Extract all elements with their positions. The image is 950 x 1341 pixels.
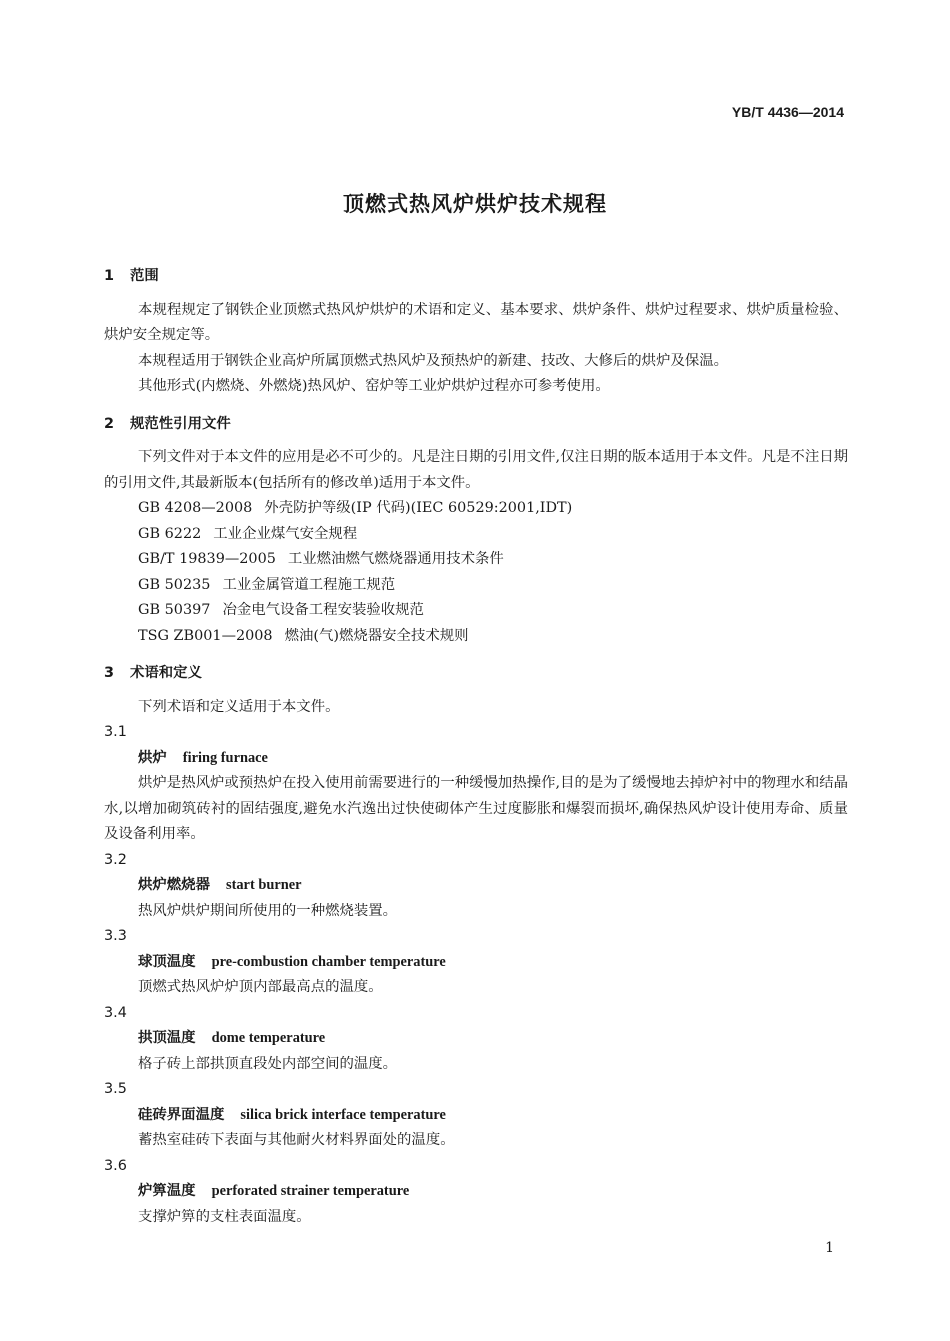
term-en: firing furnace <box>182 749 268 766</box>
reference-item <box>104 496 848 522</box>
clause-number: 3.4 <box>104 1004 127 1021</box>
term-entry <box>104 950 848 976</box>
reference-code: GB 50235 <box>138 576 211 593</box>
term-zh: 烘炉 <box>138 749 167 766</box>
paragraph: 其他形式(内燃烧、外燃烧)热风炉、窑炉等工业炉烘炉过程亦可参考使用。 <box>138 378 610 394</box>
term-en: silica brick interface temperature <box>240 1106 446 1123</box>
clause-number: 3.1 <box>104 724 127 740</box>
clause-number: 3.3 <box>104 928 127 944</box>
reference-code: TSG ZB001—2008 <box>138 627 273 644</box>
term-definition: 格子砖上部拱顶直段处内部空间的温度。 <box>138 1055 398 1072</box>
reference-code: GB 4208—2008 <box>138 500 253 516</box>
reference-title: 工业金属管道工程施工规范 <box>222 576 396 593</box>
term-entry <box>104 1026 848 1052</box>
reference-code: GB/T 19839—2005 <box>138 551 276 567</box>
section-heading-scope <box>104 264 848 290</box>
term-definition: 烘炉是热风炉或预热炉在投入使用前需要进行的一种缓慢加热操作,目的是为了缓慢地去掉炉衬中的物理水和结晶水,以增加砌筑砖衬的固结强度,避免水汽逸出过快使砌体产生过度膨胀和爆裂而损坏,确保热风炉设计使用寿命、质量及设备利用率。 <box>104 775 848 842</box>
section-heading-terms <box>104 661 848 687</box>
section-number: 2 <box>104 415 115 432</box>
reference-item <box>104 573 848 599</box>
section-title: 范围 <box>130 268 159 284</box>
page-number: 1 <box>825 1240 834 1256</box>
reference-item <box>104 624 848 650</box>
term-zh: 烘炉燃烧器 <box>138 877 210 893</box>
paragraph: 本规程规定了钢铁企业顶燃式热风炉烘炉的术语和定义、基本要求、烘炉条件、烘炉过程要求、烘炉质量检验、烘炉安全规定等。 <box>104 301 848 343</box>
term-zh: 拱顶温度 <box>138 1030 196 1046</box>
term-definition: 顶燃式热风炉炉顶内部最高点的温度。 <box>138 979 383 995</box>
reference-item <box>104 598 848 624</box>
reference-title: 工业企业煤气安全规程 <box>213 525 358 542</box>
clause-number: 3.6 <box>104 1157 127 1174</box>
paragraph: 下列文件对于本文件的应用是必不可少的。凡是注日期的引用文件,仅注日期的版本适用于本文件。凡是不注日期的引用文件,其最新版本(包括所有的修改单)适用于本文件。 <box>104 449 848 491</box>
section-number: 3 <box>104 665 115 681</box>
section-title: 术语和定义 <box>130 665 202 681</box>
document-body <box>104 262 848 1230</box>
paragraph: 下列术语和定义适用于本文件。 <box>138 698 340 715</box>
reference-title: 外壳防护等级(IP 代码)(IEC 60529:2001,IDT) <box>264 500 573 516</box>
term-en: pre-combustion chamber temperature <box>211 953 446 970</box>
term-en: start burner <box>225 877 302 893</box>
clause-number: 3.2 <box>104 851 127 868</box>
term-entry <box>104 873 848 899</box>
reference-title: 工业燃油燃气燃烧器通用技术条件 <box>287 551 504 567</box>
reference-code: GB 6222 <box>138 525 202 542</box>
term-entry <box>104 1179 848 1205</box>
reference-item <box>104 522 848 548</box>
document-title: 顶燃式热风炉烘炉技术规程 <box>343 192 607 216</box>
term-zh: 炉箅温度 <box>138 1183 196 1199</box>
standard-code: YB/T 4436—2014 <box>731 104 844 120</box>
term-definition: 支撑炉箅的支柱表面温度。 <box>138 1208 311 1225</box>
term-zh: 硅砖界面温度 <box>138 1106 225 1123</box>
term-en: dome temperature <box>211 1030 326 1046</box>
reference-title: 冶金电气设备工程安装验收规范 <box>222 602 424 618</box>
reference-item <box>104 547 848 573</box>
reference-title: 燃油(气)燃烧器安全技术规则 <box>284 627 469 644</box>
reference-code: GB 50397 <box>138 602 211 618</box>
section-heading-normative-references <box>104 412 848 438</box>
section-title: 规范性引用文件 <box>130 415 231 432</box>
term-definition: 蓄热室硅砖下表面与其他耐火材料界面处的温度。 <box>138 1132 455 1148</box>
term-zh: 球顶温度 <box>138 953 196 970</box>
term-definition: 热风炉烘炉期间所使用的一种燃烧装置。 <box>138 902 398 919</box>
term-entry <box>104 1103 848 1129</box>
term-entry <box>104 746 848 772</box>
clause-number: 3.5 <box>104 1081 127 1097</box>
term-en: perforated strainer temperature <box>211 1183 410 1199</box>
paragraph: 本规程适用于钢铁企业高炉所属顶燃式热风炉及预热炉的新建、技改、大修后的烘炉及保温。 <box>138 352 729 369</box>
section-number: 1 <box>104 268 115 284</box>
